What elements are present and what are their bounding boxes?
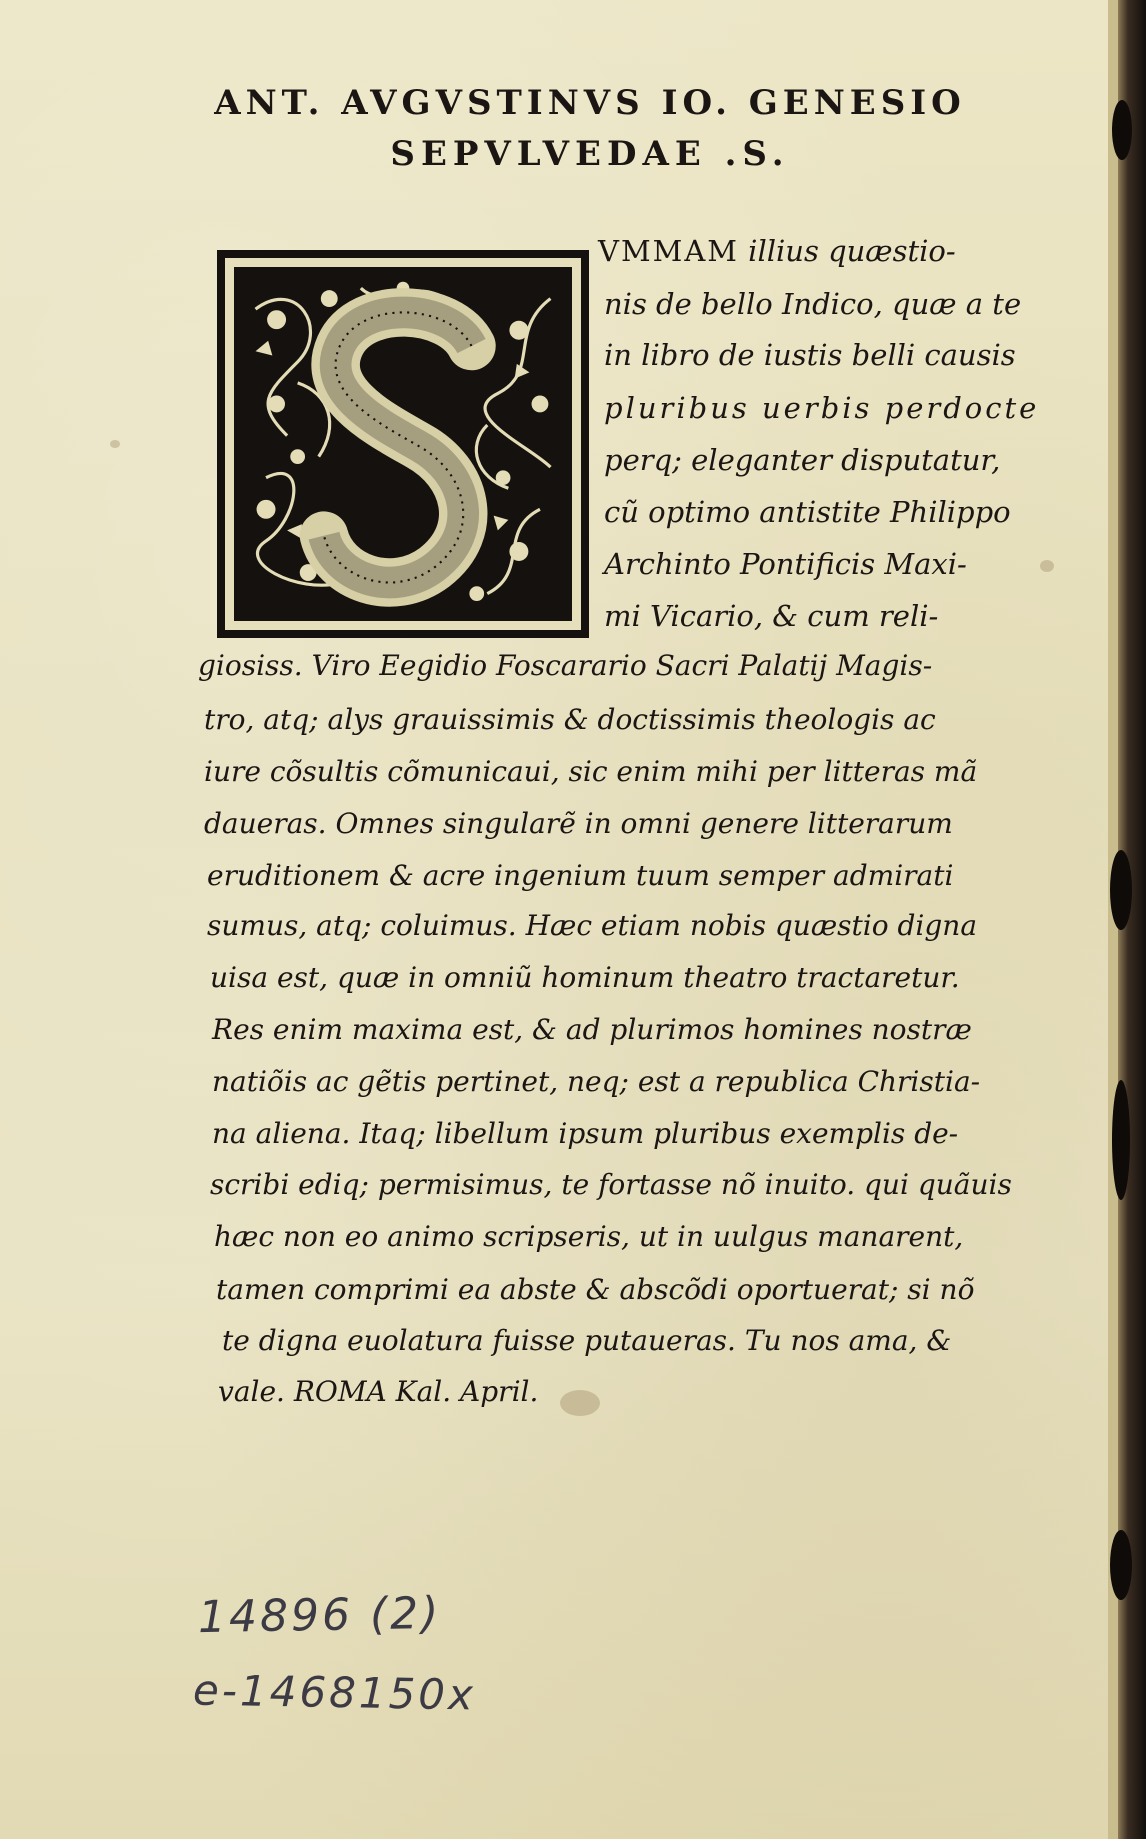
text-line-7: Archinto Pontificis Maxi- (604, 547, 967, 581)
text-line-1-rest: illius quæstio- (738, 234, 956, 268)
heading-line-1: ANT. AVGVSTINVS IO. GENESIO (214, 83, 966, 123)
text-line-18: na aliena. Itaq; libellum ipsum pluribus exemplis de- (212, 1117, 959, 1150)
shelfmark-note: 14896 (2) (197, 1587, 442, 1644)
paper-stain (560, 1390, 600, 1416)
torn-edge (1110, 1530, 1132, 1600)
text-line-8: mi Vicario, & cum reli- (604, 599, 939, 633)
torn-edge (1112, 100, 1132, 160)
text-line-4: pluribus uerbis perdocte (604, 391, 1040, 425)
text-line-17: natiõis ac gẽtis pertinet, neq; est a republica Christia- (212, 1065, 981, 1098)
page-edge (1118, 0, 1146, 1839)
catalog-number-note: e-1468150x (192, 1665, 477, 1720)
text-line-9: giosiss. Viro Eegidio Foscarario Sacri Palatij Magis- (198, 649, 933, 682)
text-line-6: cũ optimo antistite Philippo (604, 495, 1011, 529)
text-line-15: uisa est, quæ in omniũ hominum theatro tractaretur. (210, 961, 960, 994)
text-line-23: vale. ROMA Kal. April. (218, 1375, 539, 1408)
text-line-14: sumus, atq; coluimus. Hæc etiam nobis quæstio digna (207, 909, 978, 942)
text-line-1 (598, 234, 956, 268)
text-line-16: Res enim maxima est, & ad plurimos homines nostræ (212, 1013, 972, 1046)
decorated-initial (217, 250, 589, 638)
first-word: VMMAM (598, 234, 739, 268)
text-line-10: tro, atq; alys grauissimis & doctissimis theologis ac (204, 703, 936, 736)
paper-stain (110, 440, 120, 448)
text-line-12: daueras. Omnes singularẽ in omni genere litterarum (204, 807, 953, 840)
heading-line-2: SEPVLVEDAE .S. (390, 134, 790, 174)
decorated-initial-border (225, 258, 581, 630)
text-line-19: scribi ediq; permisimus, te fortasse nõ inuito. qui quãuis (210, 1168, 1012, 1201)
paper-stain (1040, 560, 1054, 572)
text-line-5: perq; eleganter disputatur, (604, 443, 1001, 477)
text-line-3: in libro de iustis belli causis (604, 338, 1016, 372)
text-line-11: iure cõsultis cõmunicaui, sic enim mihi per litteras mã (204, 755, 978, 788)
text-line-20: hæc non eo animo scripseris, ut in uulgus manarent, (214, 1220, 964, 1253)
torn-edge (1110, 850, 1132, 930)
text-line-21: tamen comprimi ea abste & abscõdi oportuerat; si nõ (216, 1273, 975, 1306)
text-line-13: eruditionem & acre ingenium tuum semper admirati (207, 859, 954, 892)
torn-edge (1112, 1080, 1130, 1200)
floral-initial-s-icon (234, 267, 572, 621)
text-line-22: te digna euolatura fuisse putaueras. Tu nos ama, & (222, 1324, 952, 1357)
text-line-2: nis de bello Indico, quæ a te (604, 287, 1022, 321)
